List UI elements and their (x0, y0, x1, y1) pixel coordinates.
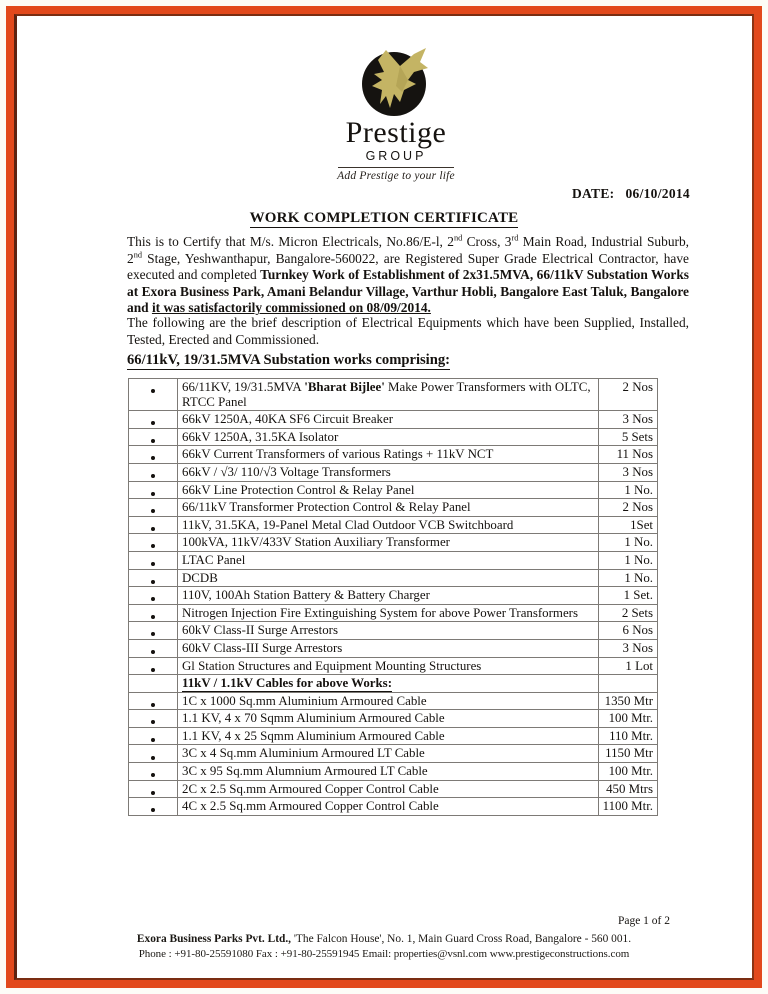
certify-num-2: 2 (447, 234, 454, 249)
row-description-cell: 66/11kV Transformer Protection Control & Relay Panel (178, 499, 599, 517)
certify-lead-text: This is to Certify that M/s. Micron Electricals, No.86/E-l, (127, 234, 448, 249)
table-row (129, 604, 658, 622)
row-bullet-cell (129, 798, 178, 816)
row-quantity-cell: 11 Nos (598, 446, 657, 464)
bullet-dot-icon (151, 615, 155, 619)
table-row (129, 411, 658, 429)
row-description-cell: 4C x 2.5 Sq.mm Armoured Copper Control Cable (178, 798, 599, 816)
row-quantity-cell: 100 Mtr. (598, 710, 657, 728)
equipment-table (128, 378, 658, 816)
bullet-dot-icon (151, 421, 155, 425)
table-row (129, 446, 658, 464)
row-bullet-cell (129, 710, 178, 728)
table-row (129, 516, 658, 534)
row-bullet-cell (129, 411, 178, 429)
certify-mid-2: Main Road, Industrial Suburb, 2 (127, 234, 690, 266)
row-quantity-cell: 3 Nos (598, 639, 657, 657)
row-quantity-cell: 2 Nos (598, 499, 657, 517)
certify-ordinal-nd-2: nd (133, 250, 142, 260)
bullet-dot-icon (151, 773, 155, 777)
row-description-cell: DCDB (178, 569, 599, 587)
logo-divider (338, 167, 454, 168)
certify-ordinal-nd-1: nd (453, 233, 463, 243)
row-description-cell: Nitrogen Injection Fire Extinguishing System for above Power Transformers (178, 604, 599, 622)
table-row (129, 463, 658, 481)
row-description-cell: LTAC Panel (178, 551, 599, 569)
footer-address-line (0, 932, 768, 947)
description-text-pre: 66/11KV, 19/31.5MVA (182, 380, 305, 394)
row-description-cell: 110V, 100Ah Station Battery & Battery Charger (178, 587, 599, 605)
row-quantity-cell: 3 Nos (598, 411, 657, 429)
row-description-cell: 11kV, 31.5KA, 19-Panel Metal Clad Outdoor VCB Switchboard (178, 516, 599, 534)
logo-mark (336, 46, 456, 124)
footer-company-name: Exora Business Parks Pvt. Ltd., (136, 933, 292, 945)
row-bullet-cell (129, 780, 178, 798)
bullet-dot-icon (151, 439, 155, 443)
row-description-cell: 66kV Current Transformers of various Ratings + 11kV NCT (178, 446, 599, 464)
following-paragraph: The following are the brief description of Electrical Equipments which have been Supplied, Installed, Tested, Erected and Commissioned. (127, 315, 689, 347)
date-label: DATE: (571, 186, 615, 201)
logo-wordmark: Prestige (345, 116, 447, 149)
table-row (129, 710, 658, 728)
row-description-cell: 66kV / √3/ 110/√3 Voltage Transformers (178, 463, 599, 481)
row-description-cell: 3C x 95 Sq.mm Alumnium Armoured LT Cable (178, 763, 599, 781)
bullet-dot-icon (151, 474, 155, 478)
row-description-cell: 3C x 4 Sq.mm Aluminium Armoured LT Cable (178, 745, 599, 763)
row-description-cell: 1.1 KV, 4 x 70 Sqmm Aluminium Armoured Cable (178, 710, 599, 728)
row-quantity-cell: 1150 Mtr (598, 745, 657, 763)
row-quantity-cell: 1 No. (598, 551, 657, 569)
bullet-dot-icon (151, 632, 155, 636)
row-quantity-cell: 1Set (598, 516, 657, 534)
row-quantity-cell: 5 Sets (598, 428, 657, 446)
row-quantity-cell: 1350 Mtr (598, 692, 657, 710)
logo-group-text: GROUP (365, 149, 427, 163)
table-row (129, 745, 658, 763)
row-bullet-cell (129, 534, 178, 552)
table-row (129, 379, 658, 411)
row-description-cell: 66kV Line Protection Control & Relay Panel (178, 481, 599, 499)
table-row (129, 692, 658, 710)
row-quantity-cell: 1 Lot (598, 657, 657, 675)
bullet-dot-icon (151, 756, 155, 760)
bullet-dot-icon (151, 650, 155, 654)
table-row (129, 675, 658, 693)
falcon-bird-icon (356, 46, 440, 118)
logo-tagline: Add Prestige to your life (337, 170, 455, 182)
table-row (129, 639, 658, 657)
table-row (129, 622, 658, 640)
equipment-table-body (129, 379, 658, 816)
row-quantity-cell: 2 Nos (598, 379, 657, 411)
row-description-cell (178, 675, 599, 693)
document-date (0, 186, 690, 202)
table-row (129, 499, 658, 517)
row-bullet-cell (129, 379, 178, 411)
row-quantity-cell (598, 675, 657, 693)
bullet-dot-icon (151, 509, 155, 513)
section-heading-text: 66/11kV, 19/31.5MVA Substation works comprising: (127, 352, 451, 368)
certify-mid-1: Cross, 3 (462, 234, 512, 249)
row-bullet-cell (129, 446, 178, 464)
row-description-cell: 1.1 KV, 4 x 25 Sqmm Aluminium Armoured Cable (178, 727, 599, 745)
row-quantity-cell: 6 Nos (598, 622, 657, 640)
bullet-dot-icon (151, 492, 155, 496)
certify-bold-text: Turnkey Work of Establishment of 2x31.5MVA, 66/11kV Substation Works at Exora Business Park, Amani Belandur Village, Varthur Hobli, Bangalore East Taluk, Bangalore and (127, 267, 690, 316)
page-title (0, 210, 768, 227)
page-number: Page 1 of 2 (617, 915, 670, 927)
row-quantity-cell: 100 Mtr. (598, 763, 657, 781)
bullet-dot-icon (151, 791, 155, 795)
row-bullet-cell (129, 604, 178, 622)
row-description-cell (178, 379, 599, 411)
table-row (129, 780, 658, 798)
row-quantity-cell: 110 Mtr. (598, 727, 657, 745)
page-footer (0, 932, 768, 961)
bullet-dot-icon (151, 703, 155, 707)
row-bullet-cell (129, 692, 178, 710)
row-quantity-cell: 450 Mtrs (598, 780, 657, 798)
row-bullet-cell (129, 675, 178, 693)
certify-mid-3: Stage, Yeshwanthapur, Bangalore-560022, are Registered Super Grade Electrical Contractor, have executed and completed (127, 250, 689, 283)
table-row (129, 428, 658, 446)
row-bullet-cell (129, 428, 178, 446)
row-bullet-cell (129, 551, 178, 569)
row-description-cell: 1C x 1000 Sq.mm Aluminium Armoured Cable (178, 692, 599, 710)
table-row (129, 657, 658, 675)
bullet-dot-icon (151, 720, 155, 724)
row-bullet-cell (129, 639, 178, 657)
row-bullet-cell (129, 763, 178, 781)
certify-commissioned-text: it was satisfactorily commissioned on 08/09/2014. (151, 300, 431, 316)
bullet-dot-icon (151, 527, 155, 531)
table-row (129, 551, 658, 569)
row-description-cell: 60kV Class-III Surge Arrestors (178, 639, 599, 657)
row-quantity-cell: 3 Nos (598, 463, 657, 481)
row-bullet-cell (129, 569, 178, 587)
bullet-dot-icon (151, 580, 155, 584)
row-bullet-cell (129, 622, 178, 640)
bullet-dot-icon (151, 544, 155, 548)
table-row (129, 534, 658, 552)
row-description-cell: 66kV 1250A, 31.5KA Isolator (178, 428, 599, 446)
row-quantity-cell: 1 No. (598, 534, 657, 552)
row-bullet-cell (129, 463, 178, 481)
description-brand-name: 'Bharat Bijlee' (304, 380, 385, 394)
bullet-dot-icon (151, 456, 155, 460)
row-description-cell: Gl Station Structures and Equipment Mounting Structures (178, 657, 599, 675)
bullet-dot-icon (151, 562, 155, 566)
certify-paragraph (127, 234, 689, 317)
row-bullet-cell (129, 727, 178, 745)
row-bullet-cell (129, 499, 178, 517)
row-quantity-cell: 1100 Mtr. (598, 798, 657, 816)
cables-section-heading: 11kV / 1.1kV Cables for above Works: (182, 676, 392, 691)
footer-contact-line: Phone : +91-80-25591080 Fax : +91-80-25591945 Email: properties@vsnl.com www.prestigeconstructions.com (138, 947, 630, 960)
row-quantity-cell: 1 Set. (598, 587, 657, 605)
table-row (129, 569, 658, 587)
footer-address-rest: 'The Falcon House', No. 1, Main Guard Cross Road, Bangalore - 560 001. (291, 933, 632, 945)
row-bullet-cell (129, 587, 178, 605)
prestige-group-logo (336, 46, 456, 182)
row-bullet-cell (129, 657, 178, 675)
row-description-cell: 100kVA, 11kV/433V Station Auxiliary Transformer (178, 534, 599, 552)
row-quantity-cell: 2 Sets (598, 604, 657, 622)
bullet-dot-icon (151, 808, 155, 812)
row-bullet-cell (129, 516, 178, 534)
table-row (129, 798, 658, 816)
row-bullet-cell (129, 481, 178, 499)
section-heading (127, 352, 450, 369)
row-description-cell: 66kV 1250A, 40KA SF6 Circuit Breaker (178, 411, 599, 429)
row-bullet-cell (129, 745, 178, 763)
row-description-cell: 2C x 2.5 Sq.mm Armoured Copper Control Cable (178, 780, 599, 798)
table-row (129, 763, 658, 781)
table-row (129, 481, 658, 499)
bullet-dot-icon (151, 738, 155, 742)
bullet-dot-icon (151, 597, 155, 601)
table-row (129, 727, 658, 745)
page-title-text: WORK COMPLETION CERTIFICATE (249, 210, 519, 226)
row-quantity-cell: 1 No. (598, 569, 657, 587)
table-row (129, 587, 658, 605)
row-description-cell: 60kV Class-II Surge Arrestors (178, 622, 599, 640)
row-quantity-cell: 1 No. (598, 481, 657, 499)
bullet-dot-icon (151, 668, 155, 672)
bullet-dot-icon (151, 389, 155, 393)
date-value: 06/10/2014 (625, 186, 690, 201)
certify-ordinal-rd: rd (511, 233, 519, 243)
description-text-post: Make Power Transformers with OLTC, RTCC Panel (182, 380, 591, 409)
